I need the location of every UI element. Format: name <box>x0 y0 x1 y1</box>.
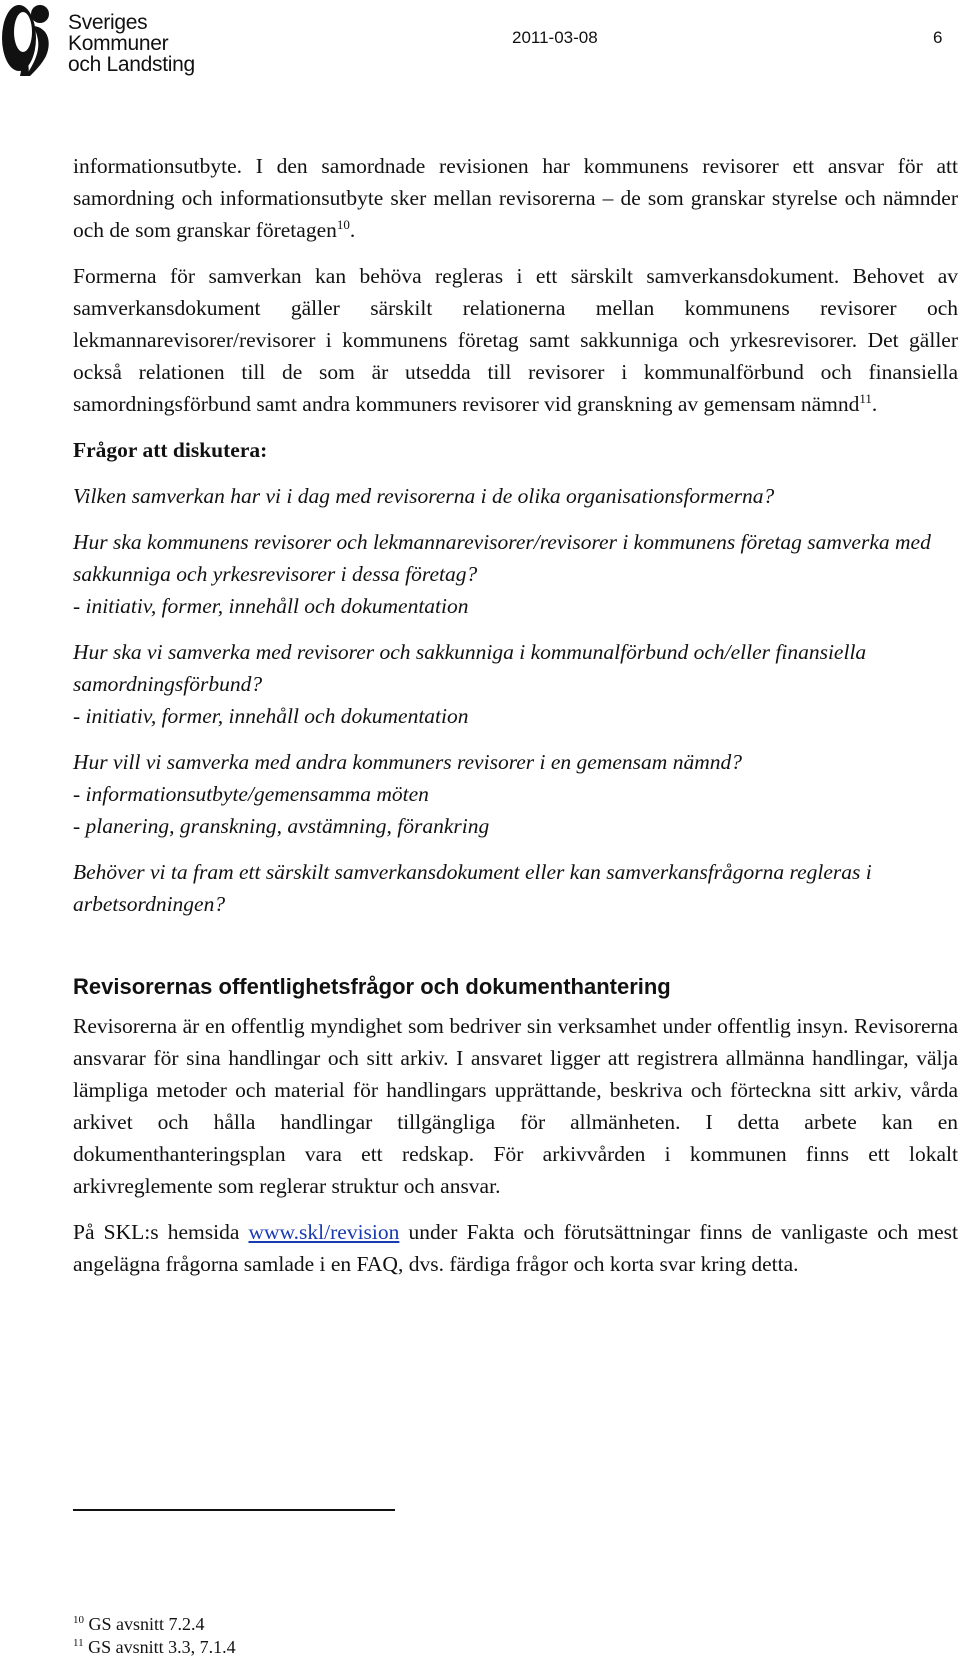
question-3-sub: - initiativ, former, innehåll och dokumentation <box>73 704 469 728</box>
header-date: 2011-03-08 <box>512 28 598 47</box>
logo-line-1: Sveriges <box>68 11 148 34</box>
question-3: Hur ska vi samverka med revisorer och sakkunniga i kommunalförbund och/eller finansiella samordningsförbund? <box>73 640 867 696</box>
footnote-11: $^{11}$ GS avsnitt 3.3, 7.1.4 <box>73 1637 236 1657</box>
paragraph-3: Revisorerna är en offentlig myndighet som bedriver sin verksamhet under offentlig insyn. Revisorerna ansvarar för sina handlingar och sitt arkiv. I ansvaret ligger att registrera allmänna handlingar, välja lämpliga metoder och material för handlingars upprättande, beskriva och förteckna sitt arkiv, vårda arkivet och hålla handlingar tillgängliga för allmänheten. I detta arbete kan en dokumenthanteringsplan vara ett redskap. För arkivvården i kommunen finns ett lokalt arkivreglemente som reglerar struktur och ansvar. <box>73 1014 958 1198</box>
logo-line-3: och Landsting <box>68 53 195 76</box>
question-2: Hur ska kommunens revisorer och lekmannarevisorer/revisorer i kommunens företag samverka med sakkunniga och yrkesrevisorer i dessa företag? <box>73 530 931 586</box>
paragraph-1: informationsutbyte. I den samordnade revisionen har kommunens revisorer ett ansvar för att samordning och informationsutbyte sker mellan revisorerna – de som granskar styrelse och nämnder och de som granskar företagen$^{10}$. <box>73 154 958 242</box>
skl-figure-icon <box>0 2 64 78</box>
question-4-sub-1: - informationsutbyte/gemensamma möten <box>73 782 429 806</box>
question-2-sub: - initiativ, former, innehåll och dokumentation <box>73 594 469 618</box>
paragraph-4: På SKL:s hemsida www.skl/revision under Fakta och förutsättningar finns de vanligaste och mest angelägna frågorna samlade i en FAQ, dvs. färdiga frågor och korta svar kring detta. <box>73 1220 958 1276</box>
question-4-sub-2: - planering, granskning, avstämning, förankring <box>73 814 490 838</box>
footnote-ref-11[interactable]: 11 <box>859 390 872 406</box>
questions-heading: Frågor att diskutera: <box>73 438 268 462</box>
question-5: Behöver vi ta fram ett särskilt samverkansdokument eller kan samverkansfrågorna regleras i arbetsordningen? <box>73 860 872 916</box>
footnote-10: $^{10}$ GS avsnitt 7.2.4 <box>73 1614 205 1634</box>
section-heading: Revisorernas offentlighetsfrågor och dokumenthantering <box>73 974 671 999</box>
question-4: Hur vill vi samverka med andra kommuners revisorer i en gemensam nämnd? <box>73 750 742 774</box>
skl-logo <box>0 0 200 82</box>
paragraph-2: Formerna för samverkan kan behöva regleras i ett särskilt samverkansdokument. Behovet av samverkansdokument gäller särskilt relationerna mellan kommunens revisorer och lekmannarevisorer/revisorer i kommunens företag samt sakkunniga och yrkesrevisorer. Det gäller också relationen till de som är utsedda till revisorer i kommunalförbund och finansiella samordningsförbund samt andra kommuners revisorer vid granskning av gemensam nämnd$^{11}$. <box>73 264 958 416</box>
footnote-ref-10[interactable]: 10 <box>336 216 350 232</box>
document-body <box>73 150 958 1280</box>
logo-line-2: Kommuner <box>68 32 169 55</box>
footnote-separator <box>73 1509 395 1511</box>
skl-revision-link[interactable]: www.skl/revision <box>248 1220 400 1244</box>
page-number: 6 <box>933 28 943 47</box>
question-1: Vilken samverkan har vi i dag med revisorerna i de olika organisationsformerna? <box>73 484 775 508</box>
